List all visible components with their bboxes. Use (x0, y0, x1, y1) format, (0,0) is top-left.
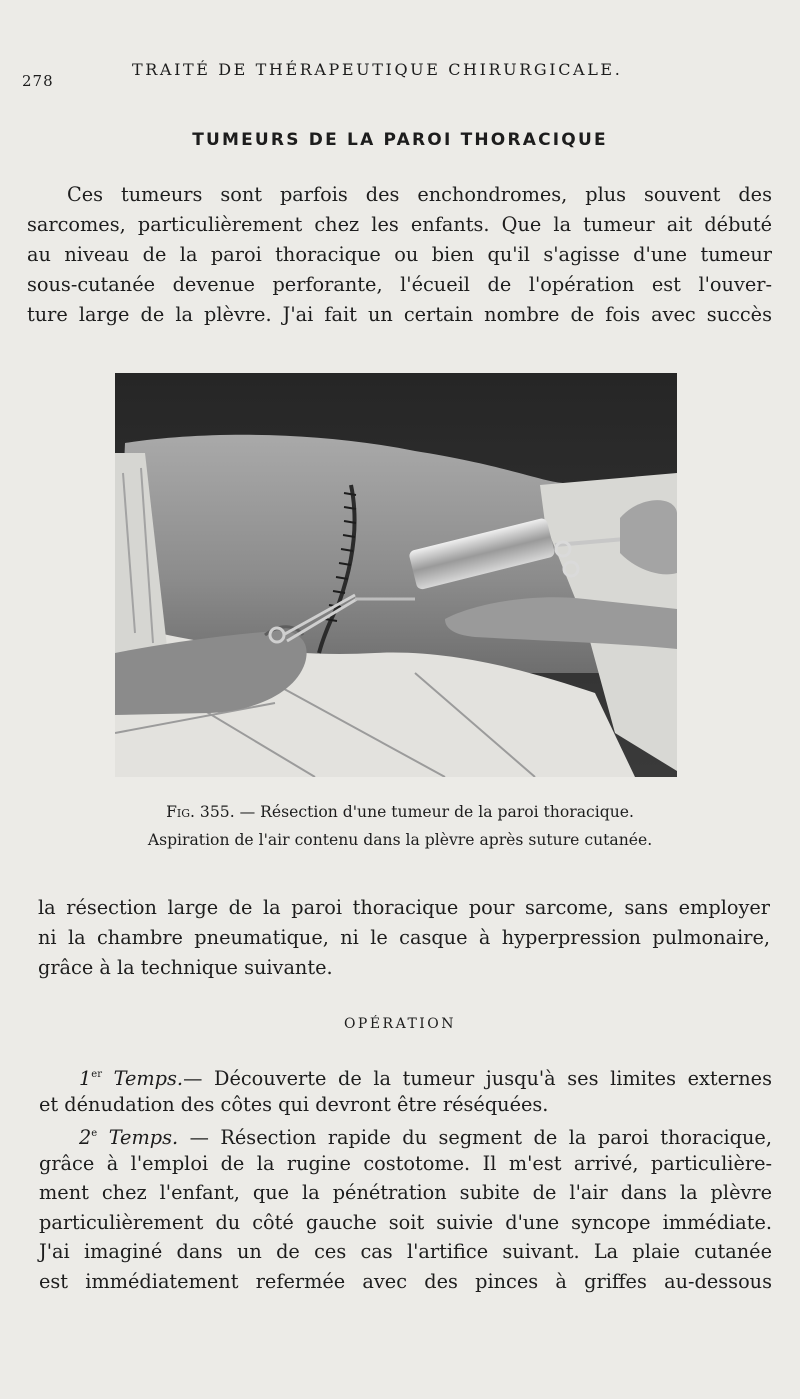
step-line: particulièrement du côté gauche soit suivie d'une syncope immédiate. (39, 1210, 772, 1234)
step-line: grâce à l'emploi de la rugine costotome. Il m'est arrivé, particulière- (39, 1151, 772, 1175)
step-text: — Résection rapide du segment de la paroi thoracique, (189, 1126, 772, 1149)
step-ordinal: 1 (79, 1067, 92, 1090)
text-line: la résection large de la paroi thoracique pour sarcome, sans employer (38, 896, 770, 919)
page-number: 278 (22, 72, 54, 90)
text-line: au niveau de la paroi thoracique ou bien qu'il s'agisse d'une tumeur (27, 243, 772, 266)
running-title: TRAITÉ DE THÉRAPEUTIQUE CHIRURGICALE. (132, 60, 623, 79)
step-line (39, 1060, 772, 1090)
intro-paragraph (27, 180, 772, 330)
operation-steps (39, 1060, 772, 1296)
step-ordinal-suffix: er (91, 1069, 102, 1080)
step-label: Temps. (108, 1126, 179, 1149)
step-line: et dénudation des côtes qui devront être réséquées. (39, 1092, 549, 1116)
caption-text: — Résection d'une tumeur de la paroi thoracique. (239, 803, 634, 821)
caption-line: Aspiration de l'air contenu dans la plèvre après suture cutanée. (147, 831, 653, 849)
step-line (39, 1119, 772, 1149)
step-text: — Découverte de la tumeur jusqu'à ses limites externes (183, 1067, 772, 1090)
step-line: est immédiatement refermée avec des pinces à griffes au-dessous (39, 1269, 772, 1293)
text-line: grâce à la technique suivante. (38, 956, 333, 979)
operation-subheading: OPÉRATION (343, 1016, 457, 1032)
step-line: J'ai imaginé dans un de ces cas l'artifice suivant. La plaie cutanée (39, 1240, 772, 1263)
text-line: ture large de la plèvre. J'ai fait un certain nombre de fois avec succès (27, 303, 772, 326)
figure-caption (0, 798, 800, 854)
figure-label: Fig. 355. (166, 803, 235, 821)
step-ordinal: 2 (79, 1126, 92, 1149)
step-ordinal-suffix: e (91, 1128, 98, 1139)
running-head (0, 58, 800, 90)
step-line: ment chez l'enfant, que la pénétration subite de l'air dans la plèvre (39, 1181, 772, 1204)
text-line: ni la chambre pneumatique, ni le casque à hyperpression pulmonaire, (38, 926, 770, 949)
text-line: sarcomes, particulièrement chez les enfants. Que la tumeur ait débuté (27, 213, 772, 236)
section-title: TUMEURS DE LA PAROI THORACIQUE (192, 130, 608, 150)
surgery-photograph (115, 373, 677, 777)
text-line: Ces tumeurs sont parfois des enchondromes, plus souvent des (67, 183, 772, 206)
caption-line (0, 798, 800, 826)
continuation-paragraph (38, 893, 770, 983)
step-label: Temps. (113, 1067, 184, 1090)
text-line: sous-cutanée devenue perforante, l'écueil de l'opération est l'ouver- (27, 273, 772, 296)
